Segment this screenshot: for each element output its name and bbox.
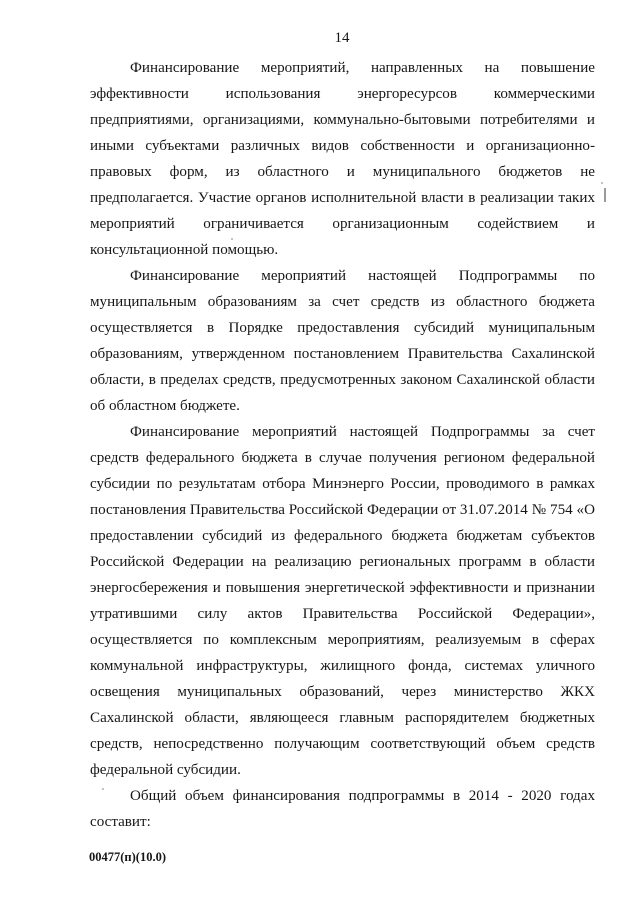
paragraph-total-financing: Общий объем финансирования подпрограммы в 2014 - 2020 годах составит: [90, 788, 595, 830]
document-footer-code: 00477(п)(10.0) [89, 850, 166, 864]
paragraph-financing-not-planned: Финансирование мероприятий, направленных на повышение эффективности использования энергоресурсов коммерческими предприятиями, организациями, коммунально-бытовыми потребителями и иными субъектами различных видов собственности и организационно-правовых форм, из областного и муниципального бюджетов не предполагается. Участие органов исполнительной власти в реализации таких мероприятий ограничивается организационным содействием и консультационной помощью. [90, 60, 595, 258]
paragraph-federal-budget-financing: Финансирование мероприятий настоящей Подпрограммы за счет средств федерального бюджета в случае получения регионом федеральной субсидии по результатам отбора Минэнерго России, проводимого в рамках постановления Правительства Российской Федерации от 31.07.2014 № 754 «О предоставлении субсидий из федерального бюджета бюджетам субъектов Российской Федерации на реализацию региональных программ в области энергосбережения и повышения энергетической эффективности и признании утратившими силу актов Правительства Российской Федерации», осуществляется по комплексным мероприятиям, реализуемым в сферах коммунальной инфраструктуры, жилищного фонда, системах уличного освещения муниципальных образований, через министерство ЖКХ Сахалинской области, являющееся главным распорядителем бюджетных средств, непосредственно получающим соответствующий объем средств федеральной субсидии. [90, 424, 595, 778]
paragraph-regional-budget-financing: Финансирование мероприятий настоящей Подпрограммы по муниципальным образованиям за счет средств из областного бюджета осуществляется в Порядке предоставления субсидий муниципальным образованиям, утвержденном постановлением Правительства Сахалинской области, в пределах средств, предусмотренных законом Сахалинской области об областном бюджете. [90, 268, 595, 414]
scan-artifact-dot [601, 182, 603, 184]
document-body [90, 55, 595, 835]
scan-artifact-dot [231, 238, 233, 240]
scan-artifact-dot [102, 788, 104, 790]
scan-artifact-mark [604, 188, 606, 202]
page-number: 14 [334, 30, 350, 46]
